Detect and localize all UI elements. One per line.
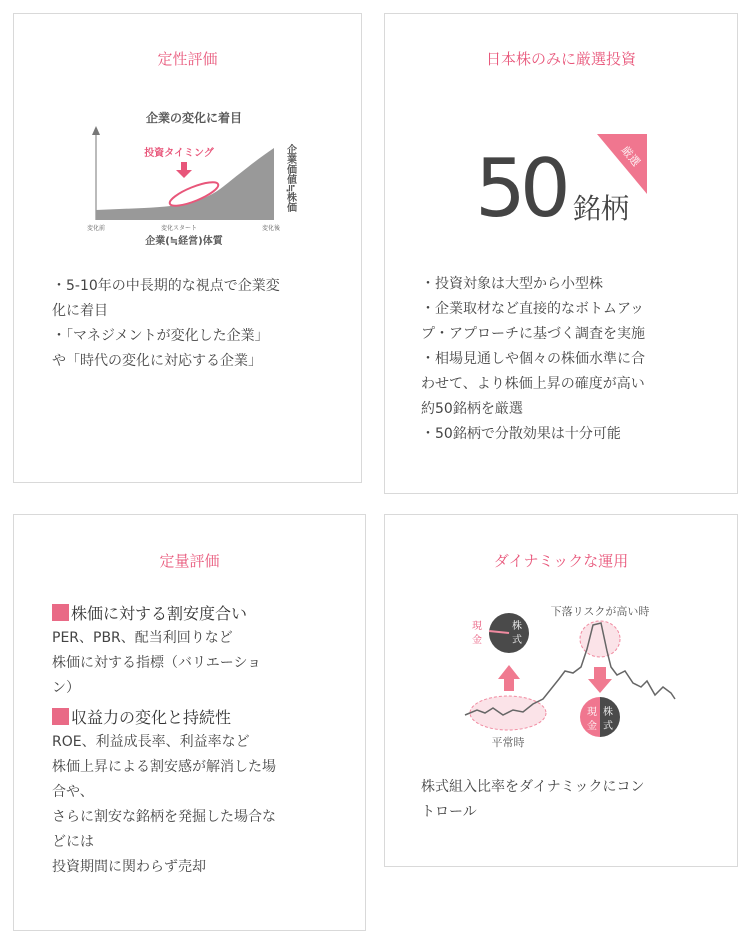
card-title: 定量評価 <box>159 552 220 570</box>
body-line: さらに割安な銘柄を発掘した場合な <box>52 809 276 825</box>
body-line: プ・アプローチに基づく調査を実施 <box>421 326 645 342</box>
card-title: 定性評価 <box>157 50 218 68</box>
body-line: や「時代の変化に対応する企業」 <box>52 353 262 369</box>
normal-cash-label: 現 <box>472 621 482 632</box>
section-heading <box>52 705 276 730</box>
body-line: 化に着目 <box>52 303 108 319</box>
body-line: ・50銘柄で分散効果は十分可能 <box>421 426 621 442</box>
section-heading <box>52 601 276 626</box>
body-line: トロール <box>421 804 477 820</box>
body-line: ン） <box>52 680 80 696</box>
card-body <box>52 601 276 880</box>
up-arrow-icon <box>498 665 520 691</box>
risk-stock-label: 株 <box>603 707 613 718</box>
risk-stock-label-2: 式 <box>603 721 613 732</box>
callout-arrow-shaft <box>181 162 187 170</box>
body-line: ・「マネジメントが変化した企業」 <box>52 328 269 344</box>
normal-cash-label-2: 金 <box>472 635 482 646</box>
normal-stock-label: 株 <box>512 621 522 632</box>
card-title: 日本株のみに厳選投資 <box>485 50 636 68</box>
badge-label: 厳選 <box>618 143 643 169</box>
tick-after: 変化後 <box>261 225 281 232</box>
body-line: ・企業取材など直接的なボトムアッ <box>421 301 645 317</box>
axis-arrow-icon <box>92 126 100 135</box>
risk-cash-label-2: 金 <box>587 721 597 732</box>
normal-label: 平常時 <box>491 736 525 749</box>
body-line: ROE、利益成長率、利益率など <box>52 734 250 750</box>
section-heading-text: 株価に対する割安度合い <box>71 604 248 623</box>
body-line: 株価上昇による割安感が解消した場 <box>52 759 276 775</box>
body-line: どには <box>52 834 94 850</box>
card-qualitative <box>13 13 362 483</box>
body-line: ・相場見通しや個々の株価水準に合 <box>421 351 645 367</box>
stock-count-unit: 銘柄 <box>573 192 630 225</box>
chart-heading: 企業の変化に着目 <box>145 111 243 125</box>
body-line: ・5-10年の中長期的な視点で企業変 <box>52 278 280 294</box>
selected-badge <box>597 134 647 194</box>
down-arrow-icon <box>588 667 612 693</box>
tick-start: 変化スタート <box>160 225 198 232</box>
body-line: 合や、 <box>52 784 94 800</box>
body-line: 株式組入比率をダイナミックにコン <box>421 779 645 795</box>
x-axis-label: 企業(≒経営)体質 <box>145 236 223 247</box>
body-line: 約50銘柄を厳選 <box>421 401 523 417</box>
square-bullet-icon <box>52 708 69 725</box>
card-title: ダイナミックな運用 <box>493 552 629 570</box>
card-body <box>421 272 645 447</box>
body-line: 株価に対する指標（バリエーショ <box>52 655 262 671</box>
tick-before: 変化前 <box>86 225 106 232</box>
card-quantitative <box>13 514 366 931</box>
stock-count-number: 50 <box>475 142 565 235</box>
section-heading-text: 収益力の変化と持続性 <box>71 708 232 727</box>
normal-stock-label-2: 式 <box>512 635 522 646</box>
body-line: ・投資対象は大型から小型株 <box>421 276 603 292</box>
enterprise-change-chart <box>14 104 363 254</box>
card-body <box>52 274 280 374</box>
dynamic-allocation-diagram <box>385 591 739 761</box>
body-line: 投資期間に関わらず売却 <box>52 859 206 875</box>
card-japan-stocks <box>384 13 738 494</box>
y-axis-label: 企業価値≒株価 <box>284 144 296 213</box>
square-bullet-icon <box>52 604 69 621</box>
card-dynamic-management <box>384 514 738 867</box>
callout-arrow-icon <box>176 170 192 178</box>
high-risk-label: 下落リスクが高い時 <box>550 605 650 618</box>
risk-cash-label: 現 <box>587 707 597 718</box>
body-line: わせて、より株価上昇の確度が高い <box>421 376 645 392</box>
card-body <box>421 775 644 825</box>
callout-label: 投資タイミング <box>144 148 214 159</box>
body-line: PER、PBR、配当利回りなど <box>52 630 233 646</box>
fifty-stocks-graphic <box>385 126 739 236</box>
